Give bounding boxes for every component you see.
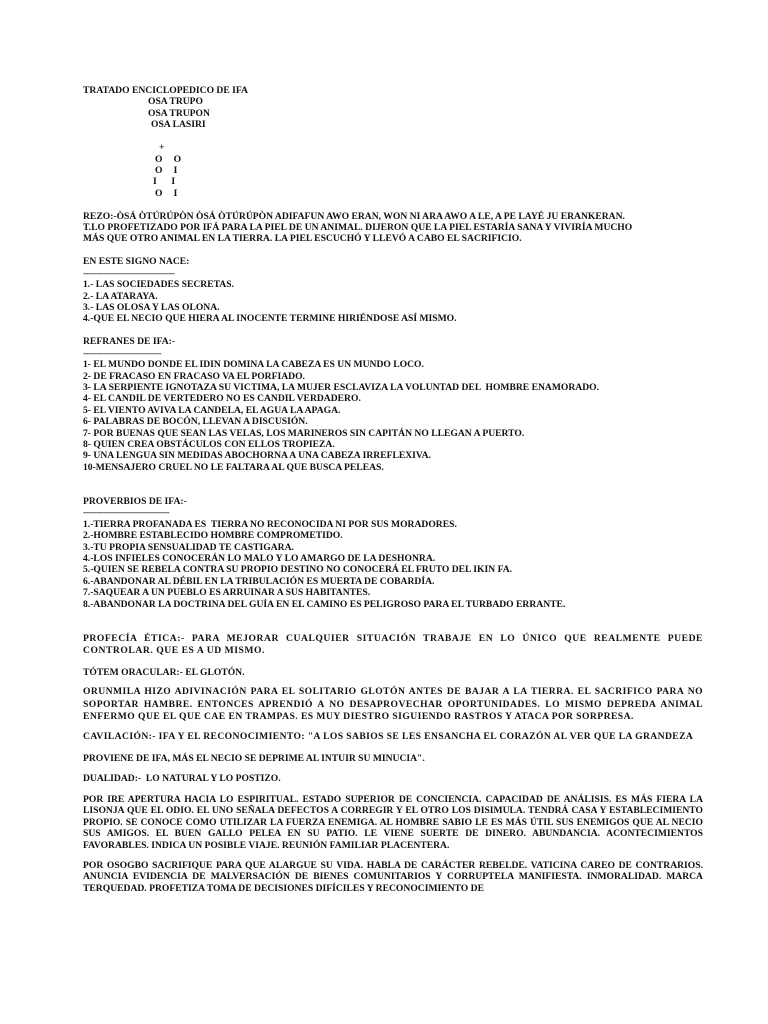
refran-item: 10-MENSAJERO CRUEL NO LE FALTARA AL QUE BUSCA PELEAS.: [83, 461, 384, 473]
refran-item: 8- QUIEN CREA OBSTÁCULOS CON ELLOS TROPIEZA.: [83, 438, 335, 450]
refran-item: 2- DE FRACASO EN FRACASO VA EL PORFIADO.: [83, 370, 305, 382]
figure-mark: +: [159, 142, 165, 154]
dualidad-line: DUALIDAD:- LO NATURAL Y LO POSTIZO.: [83, 773, 281, 785]
rezo-line-1: REZO:-ÒSÁ ÒTÚRÚPÒN ÒSÁ ÒTÚRÚPÒN ADIFAFUN AWO ERAN, WON NI ARA AWO A LE, A PE LAYÉ JU ERANKERAN.: [83, 210, 625, 222]
sign-name-1: OSA TRUPO: [148, 96, 203, 108]
rezo-line-3: MÁS QUE OTRO ANIMAL EN LA TIERRA. LA PIEL ESCUCHÓ Y LLEVÓ A CABO EL SACRIFICIO.: [83, 233, 522, 245]
refranes-rule: -----------------------------: [83, 347, 162, 359]
nace-item: 2.- LA ATARAYA.: [83, 290, 158, 302]
proverbio-item: 6.-ABANDONAR AL DÉBIL EN LA TRIBULACIÓN ES MUERTA DE COBARDÍA.: [83, 575, 435, 587]
sign-name-2: OSA TRUPON: [148, 107, 210, 119]
nace-rule: ----------------------------------: [83, 267, 175, 279]
proverbio-item: 7.-SAQUEAR A UN PUEBLO ES ARRUINAR A SUS HABITANTES.: [83, 587, 371, 599]
proverbio-item: 4.-LOS INFIELES CONOCERÁN LO MALO Y LO AMARGO DE LA DESHONRA.: [83, 553, 436, 565]
ire-paragraph: POR IRE APERTURA HACIA LO ESPIRITUAL. ESTADO SUPERIOR DE CONCIENCIA. CAPACIDAD DE ANÁLISIS. ES MÁS FIERA LA LISONJA QUE EL ODIO. EL UNO SEÑALA DEFECTOS A CORREGIR Y EL OTRO LOS DISIMULA. TENDRÁ CASA Y ESTABLECIMIENTO PROPIO. SE CONOCE COMO UTILIZAR LA FUERZA ENEMIGA. AL HOMBRE SABIO LE ES MÁS ÚTIL SUS ENEMIGOS QUE AL NECIO SUS AMIGOS. EL BUEN GALLO PELEA EN SU PATIO. LE VIENE SUERTE DE DINERO. ABUNDANCIA. ACONTECIMIENTOS FAVORABLES. INDICA UN POSIBLE VIAJE. REUNIÓN FAMILIAR PLACENTERA.: [83, 793, 703, 851]
rezo-line-2: T.LO PROFETIZADO POR IFÁ PARA LA PIEL DE UN ANIMAL. DIJERON QUE LA PIEL ESTARÍA SANA Y VIVIRÍA MUCHO: [83, 222, 633, 234]
document-page: [83, 85, 703, 894]
figure-row-4: O I: [155, 187, 179, 199]
refran-item: 9- UNA LENGUA SIN MEDIDAS ABOCHORNA A UNA CABEZA IRREFLEXIVA.: [83, 450, 431, 462]
nace-item: 4.-QUE EL NECIO QUE HIERA AL INOCENTE TERMINE HIRIÉNDOSE ASÍ MISMO.: [83, 313, 457, 325]
proverbio-item: 1.-TIERRA PROFANADA ES TIERRA NO RECONOCIDA NI POR SUS MORADORES.: [83, 518, 457, 530]
document-title: TRATADO ENCICLOPEDICO DE IFA: [83, 85, 248, 96]
profecia-paragraph: PROFECÍA ÉTICA:- PARA MEJORAR CUALQUIER SITUACIÓN TRABAJE EN LO ÚNICO QUE REALMENTE PUEDE CONTROLAR. QUE ES A UD MISMO.: [83, 633, 703, 657]
orunmila-paragraph: ORUNMILA HIZO ADIVINACIÓN PARA EL SOLITARIO GLOTÓN ANTES DE BAJAR A LA TIERRA. EL SACRIFICO PARA NO SOPORTAR HAMBRE. ENTONCES APRENDIÓ A NO DESAPROVECHAR OPORTUNIDADES. LO MISMO DEPREDA ANIMAL ENFERMO QUE EL QUE CAE EN TRAMPAS. ES MUY DIESTRO SIGUIENDO RASTROS Y ATACA POR SORPRESA.: [83, 686, 703, 723]
proverbio-item: 3.-TU PROPIA SENSUALIDAD TE CASTIGARA.: [83, 541, 294, 553]
nace-heading: EN ESTE SIGNO NACE:: [83, 256, 190, 268]
nace-item: 1.- LAS SOCIEDADES SECRETAS.: [83, 279, 234, 291]
nace-item: 3.- LAS OLOSA Y LAS OLONA.: [83, 302, 220, 314]
proverbio-item: 5.-QUIEN SE REBELA CONTRA SU PROPIO DESTINO NO CONOCERÁ EL FRUTO DEL IKIN FA.: [83, 564, 513, 576]
osogbo-paragraph: POR OSOGBO SACRIFIQUE PARA QUE ALARGUE SU VIDA. HABLA DE CARÁCTER REBELDE. VATICINA CAREO DE CONTRARIOS. ANUNCIA EVIDENCIA DE MALVERSACIÓN DE BIENES COMUNITARIOS Y CORRUPTELA MANIFIESTA. INMORALIDAD. MARCA TERQUEDAD. PROFETIZA TOMA DE DECISIONES DIFÍCILES Y RECONOCIMIENTO DE: [83, 859, 703, 894]
cavilacion-paragraph: CAVILACIÓN:- IFA Y EL RECONOCIMIENTO: "A LOS SABIOS SE LES ENSANCHA EL CORAZÓN AL VER QUE LA GRANDEZA: [83, 731, 694, 743]
refran-item: 3- LA SERPIENTE IGNOTAZA SU VICTIMA, LA MUJER ESCLAVIZA LA VOLUNTAD DEL HOMBRE ENAMORADO.: [83, 381, 600, 393]
refran-item: 5- EL VIENTO AVIVA LA CANDELA, EL AGUA LA APAGA.: [83, 404, 341, 416]
proverbio-item: 2.-HOMBRE ESTABLECIDO HOMBRE COMPROMETIDO.: [83, 530, 343, 542]
proverbios-heading: PROVERBIOS DE IFA:-: [83, 496, 187, 508]
figure-row-3: I I: [153, 176, 177, 188]
totem-line: TÓTEM ORACULAR:- EL GLOTÓN.: [83, 666, 245, 678]
sign-name-3: OSA LASIRI: [151, 119, 206, 131]
figure-row-1: O O: [155, 153, 183, 165]
refranes-heading: REFRANES DE IFA:-: [83, 336, 176, 348]
proverbios-rule: --------------------------------: [83, 507, 170, 519]
figure-row-2: O I: [155, 164, 179, 176]
proviene-line: PROVIENE DE IFA, MÁS EL NECIO SE DEPRIME AL INTUIR SU MINUCIA".: [83, 752, 425, 764]
refran-item: 6- PALABRAS DE BOCÓN, LLEVAN A DISCUSIÓN.: [83, 416, 308, 428]
refran-item: 7- POR BUENAS QUE SEAN LAS VELAS, LOS MARINEROS SIN CAPITÁN NO LLEGAN A PUERTO.: [83, 427, 525, 439]
refran-item: 1- EL MUNDO DONDE EL IDIN DOMINA LA CABEZA ES UN MUNDO LOCO.: [83, 359, 424, 371]
refran-item: 4- EL CANDIL DE VERTEDERO NO ES CANDIL VERDADERO.: [83, 393, 361, 405]
proverbio-item: 8.-ABANDONAR LA DOCTRINA DEL GUÍA EN EL CAMINO ES PELIGROSO PARA EL TURBADO ERRANTE.: [83, 598, 566, 610]
